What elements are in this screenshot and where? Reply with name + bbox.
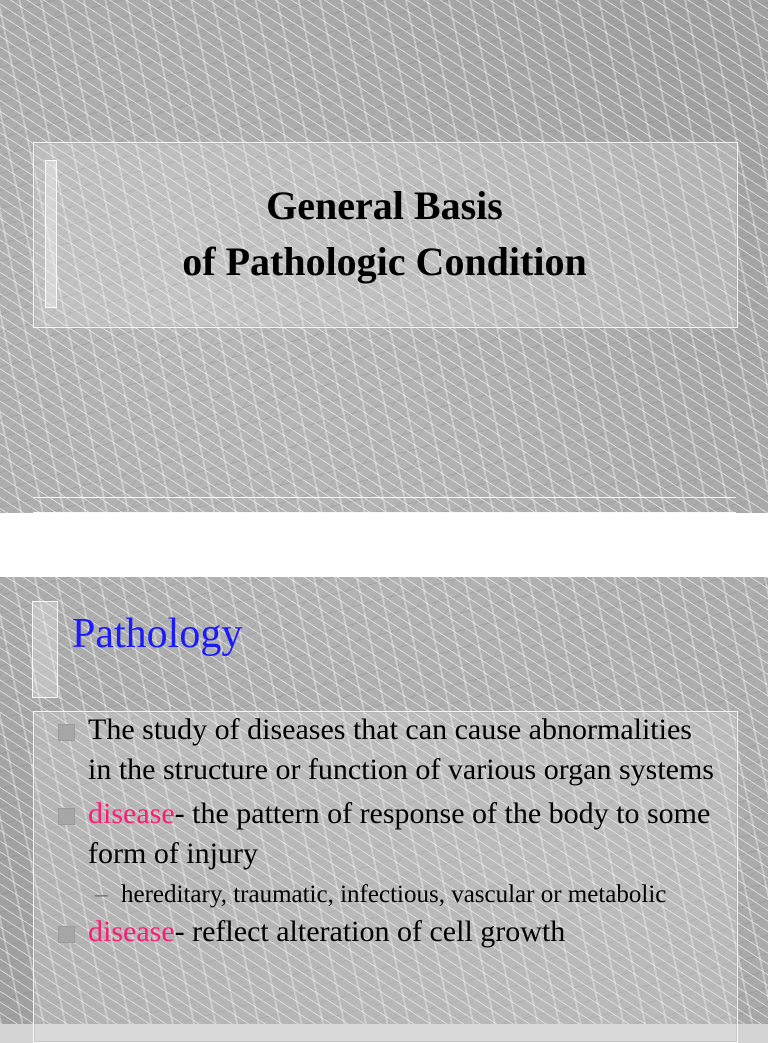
slide-title-line-1: General Basis [266, 183, 503, 228]
dash-bullet-icon: – [95, 881, 108, 908]
list-item [58, 794, 718, 874]
slide-title-line-2: of Pathologic Condition [182, 239, 587, 284]
square-bullet-icon [58, 808, 75, 825]
list-item [58, 710, 718, 790]
bullet-text: The study of diseases that can cause abnormalities in the structure or function of various organ systems [88, 713, 714, 786]
slide-title [33, 178, 736, 290]
bullet-text: - the pattern of response of the body to some form of injury [88, 797, 711, 870]
square-bullet-icon [58, 926, 75, 943]
square-bullet-icon [58, 724, 75, 741]
heading-accent-bar [32, 601, 58, 698]
bullet-text: - reflect alteration of cell growth [174, 915, 566, 948]
sub-bullet-text: hereditary, traumatic, infectious, vascular or metabolic [121, 881, 667, 908]
bullet-highlight-term: disease [88, 915, 175, 948]
bullet-list [58, 710, 718, 956]
sub-list-item [58, 878, 718, 912]
slide-separator [0, 513, 768, 577]
slide-heading: Pathology [72, 611, 243, 657]
bullet-highlight-term: disease [88, 797, 175, 830]
slide-footer-rule [33, 497, 736, 513]
list-item [58, 912, 718, 952]
